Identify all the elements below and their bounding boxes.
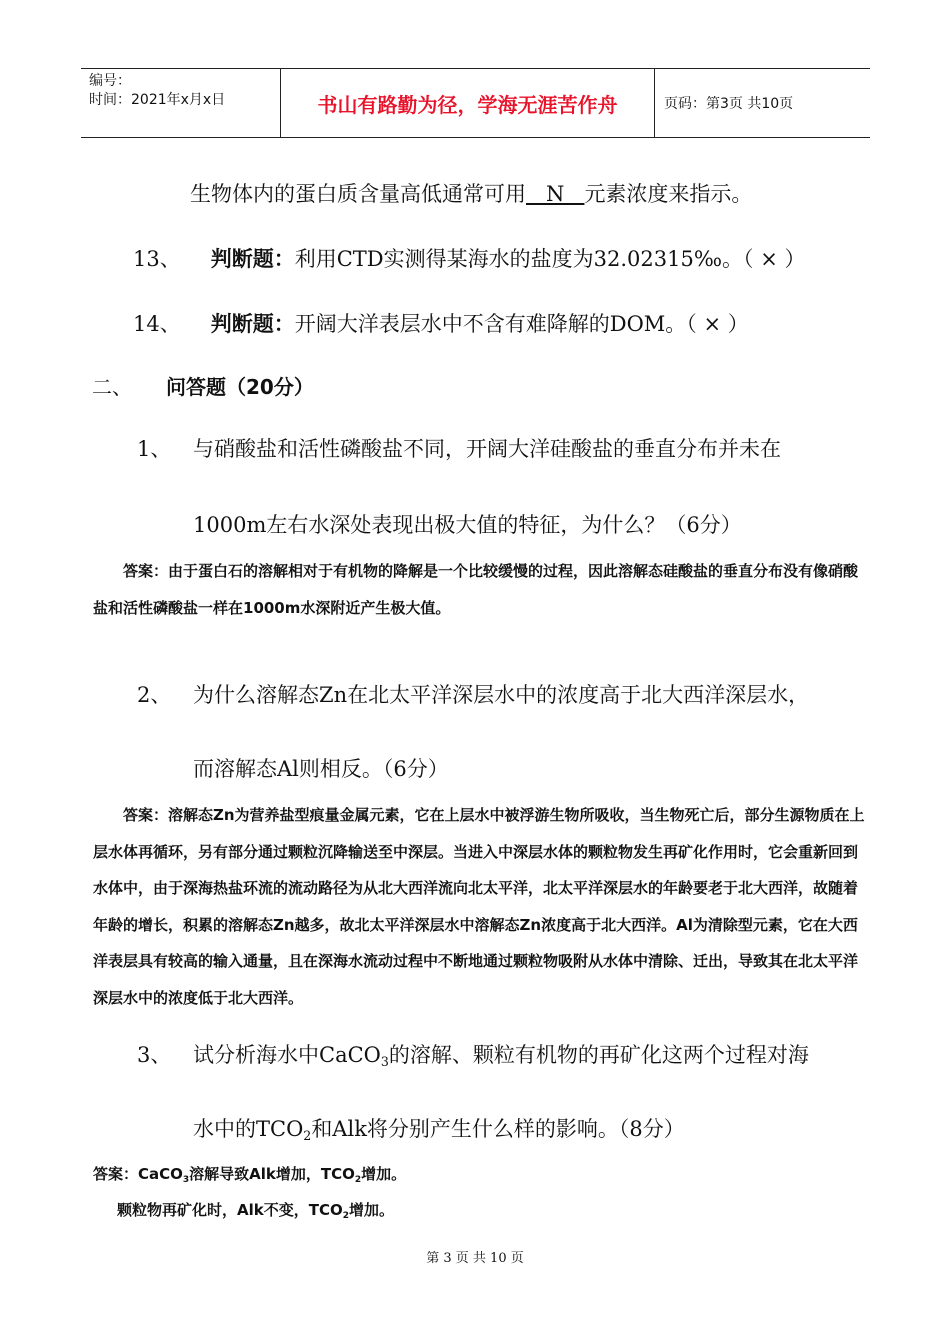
question-3-line2 [193,1113,685,1143]
question-2-number: 2、 [137,683,172,707]
question-3-number: 3、 [137,1043,172,1067]
question-3-line1 [193,1039,809,1069]
question-text: 利用CTD实测得某海水的盐度为32.02315‰。（ × ） [294,247,806,271]
question-14 [133,308,749,338]
line-text: 的溶解、颗粒有机物的再矿化这两个过程对海 [388,1043,809,1067]
question-13 [133,243,805,273]
header-meta-cell [81,69,281,137]
question-1-number: 1、 [137,437,172,461]
question-text: 开阔大洋表层水中不含有难降解的DOM。（ × ） [294,312,749,336]
answer-text: 增加。 [349,1201,395,1219]
time-label: 时间：2021年x月x日 [89,92,226,108]
section-title: 问答题（20分） [166,375,314,399]
section-2-heading [92,371,314,400]
question-type: 判断题： [210,247,295,271]
subscript: 2 [354,1175,362,1186]
header-page-info: 页码：第3页 共10页 [664,96,794,112]
serial-label: 编号： [89,73,131,89]
line-text: 试分析海水中CaCO [193,1043,381,1067]
line-text: 元素浓度来指示。 [584,182,753,206]
header-motto: 书山有路勤为径，学海无涯苦作舟 [281,69,655,137]
question-2-line1: 为什么溶解态Zn在北太平洋深层水中的浓度高于北大西洋深层水， [193,683,810,707]
answer-3-line1 [93,1163,406,1184]
section-number: 二、 [92,375,132,399]
answer-text: 答案：CaCO [93,1165,183,1183]
question-2-line2: 而溶解态Al则相反。（6分） [193,757,449,781]
answer-text: 颗粒物再矿化时，Alk不变，TCO [117,1201,343,1219]
line-text: 和Alk将分别产生什么样的影响。（8分） [311,1117,685,1141]
answer-text: 溶解导致Alk增加，TCO [189,1165,355,1183]
question-type: 判断题： [210,312,295,336]
page-footer: 第 3 页 共 10 页 [426,1251,524,1266]
question-1-line2: 1000m左右水深处表现出极大值的特征，为什么？（6分） [193,513,742,537]
subscript: 3 [380,1054,389,1070]
subscript: 2 [303,1128,312,1144]
subscript: 2 [342,1211,349,1222]
line-text: 水中的TCO [193,1117,304,1141]
subscript: 3 [182,1175,190,1186]
answer-3-line2 [117,1199,394,1220]
answer-1 [93,553,865,626]
answer-2 [93,797,865,1016]
question-1-line1: 与硝酸盐和活性磷酸盐不同，开阔大洋硅酸盐的垂直分布并未在 [193,437,781,461]
answer-text: 答案：由于蛋白石的溶解相对于有机物的降解是一个比较缓慢的过程，因此溶解态硅酸盐的垂直分布没有像硝酸盐和活性磷酸盐一样在1000m水深附近产生极大值。 [93,562,859,617]
answer-text: 增加。 [361,1165,407,1183]
question-number: 14、 [133,312,181,336]
text-line-protein [190,178,752,208]
answer-text: 答案：溶解态Zn为营养盐型痕量金属元素，它在上层水中被浮游生物所吸收，当生物死亡后，部分生源物质在上层水体再循环，另有部分通过颗粒沉降输送至中深层。当进入中深层水体的颗粒物发生再矿化作用时，它会重新回到水体中，由于深海热盐环流的流动路径为从北大西洋流向北太平洋，北太平洋深层水的年龄要老于北大西洋，故随着年龄的增长，积累的溶解态Zn越多，故北太平洋深层水中溶解态Zn浓度高于北大西洋。Al为清除型元素，它在大西洋表层具有较高的输入通量，且在深海水流动过程中不断地通过颗粒物吸附从水体中清除、迁出，导致其在北太平洋深层水中的浓度低于北大西洋。 [93,806,865,1007]
line-text: 生物体内的蛋白质含量高低通常可用 [190,182,526,206]
question-number: 13、 [133,247,181,271]
fill-blank-answer: N [526,182,585,206]
page-header [81,68,870,138]
